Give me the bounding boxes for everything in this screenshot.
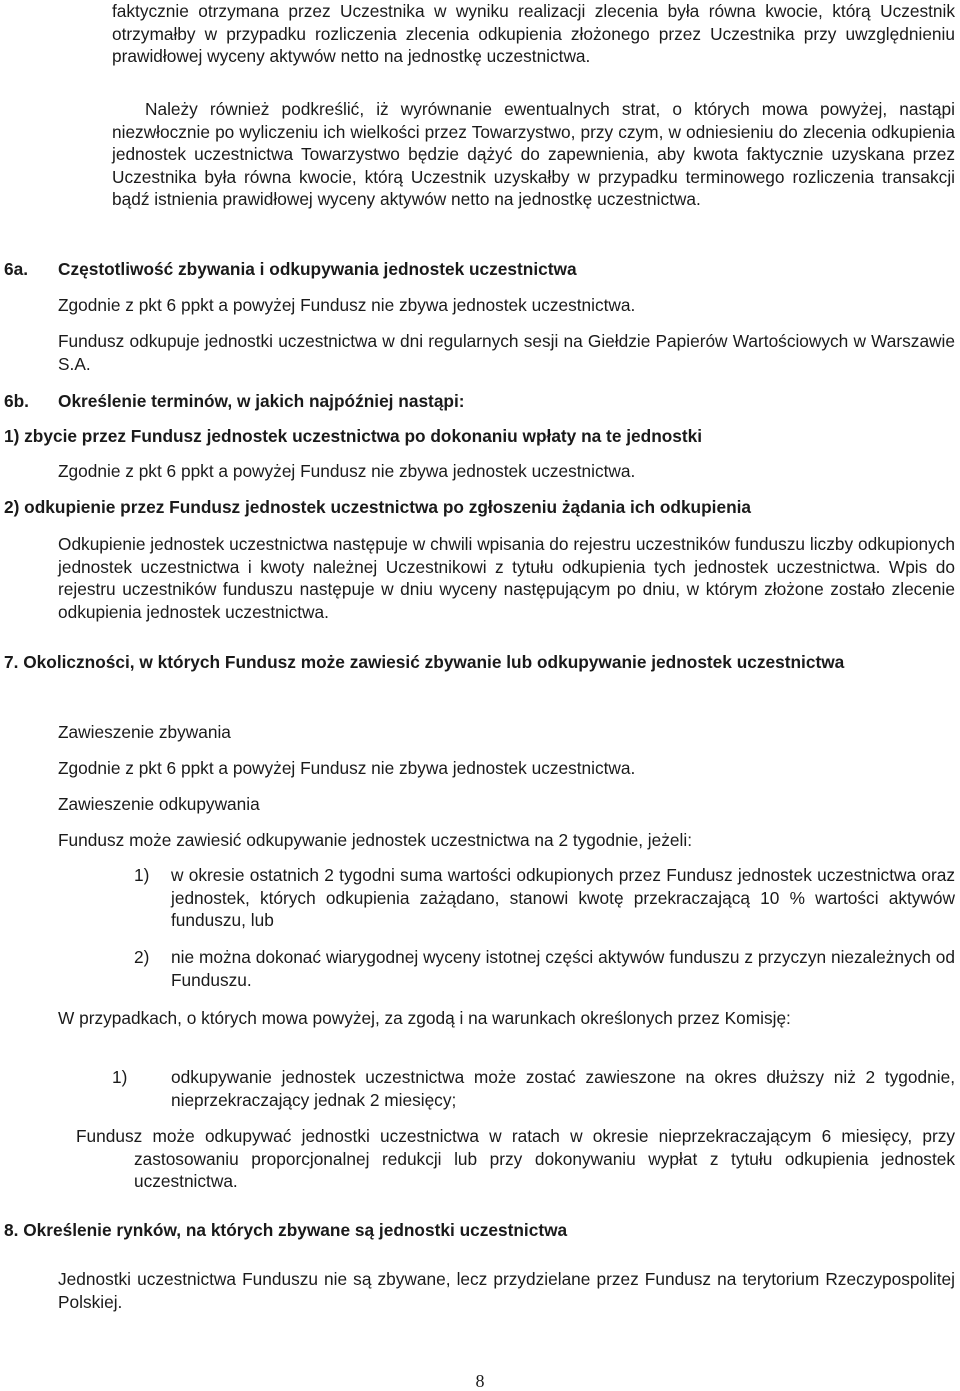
- section-8-text: Jednostki uczestnictwa Funduszu nie są zbywane, lecz przydzielane przez Fundusz na terytorium Rzeczypospolitej Polskiej.: [58, 1269, 955, 1312]
- suspension-sale-label: Zawieszenie zbywania: [58, 722, 231, 742]
- section-6a-text-1: Zgodnie z pkt 6 ppkt a powyżej Fundusz nie zbywa jednostek uczestnictwa.: [58, 295, 636, 315]
- suspension-redemption-intro: Fundusz może zawiesić odkupywanie jednostek uczestnictwa na 2 tygodnie, jeżeli:: [58, 830, 692, 850]
- condition-number: 2): [134, 947, 150, 967]
- section-6a-title: Częstotliwość zbywania i odkupywania jednostek uczestnictwa: [58, 259, 577, 279]
- section-6b-title: Określenie terminów, w jakich najpóźniej nastąpi:: [58, 391, 465, 411]
- commission-item-text: odkupywanie jednostek uczestnictwa może zostać zawieszone na okres dłuższy niż 2 tygodnie, nieprzekraczający jednak 2 miesięcy;: [171, 1067, 955, 1110]
- subsection-2-text: Odkupienie jednostek uczestnictwa następuje w chwili wpisania do rejestru uczestników funduszu liczby odkupionych jednostek uczestnictwa i kwoty należnej Uczestnikowi z tytułu odkupienia tych jednostek uczestnictwa. Wpis do rejestru uczestników funduszu następuje w dniu wyceny następującym po dniu, w którym złożone zostało zlecenie odkupienia jednostek uczestnictwa.: [58, 534, 955, 622]
- commission-item-number: 1): [112, 1067, 128, 1087]
- suspension-redemption-label: Zawieszenie odkupywania: [58, 794, 260, 814]
- condition-item-2: [134, 946, 955, 991]
- condition-text: nie można dokonać wiarygodnej wyceny istotnej części aktywów funduszu z przyczyn niezależnych od Funduszu.: [171, 947, 955, 990]
- installments-paragraph: Fundusz może odkupywać jednostki uczestnictwa w ratach w okresie nieprzekraczającym 6 miesięcy, przy zastosowaniu proporcjonalnej redukcji lub przy dokonywaniu wypłat z tytułu odkupienia jednostek uczestnictwa.: [76, 1126, 955, 1191]
- section-6b-heading: [4, 390, 955, 413]
- section-6a-text-2: Fundusz odkupuje jednostki uczestnictwa w dni regularnych sesji na Giełdzie Papierów Wartościowych w Warszawie S.A.: [58, 331, 955, 374]
- section-8-heading: 8. Określenie rynków, na których zbywane są jednostki uczestnictwa: [4, 1220, 568, 1240]
- section-7-heading: 7. Okoliczności, w których Fundusz może zawiesić zbywanie lub odkupywanie jednostek uczestnictwa: [4, 652, 845, 672]
- condition-text: w okresie ostatnich 2 tygodni suma wartości odkupionych przez Fundusz jednostek uczestnictwa oraz jednostek, których odkupienia zażądano, stanowi kwotę przekraczającą 10 % wartości aktywów funduszu, lub: [171, 865, 955, 930]
- subsection-1-heading: 1) zbycie przez Fundusz jednostek uczestnictwa po dokonaniu wpłaty na te jednostki: [4, 426, 703, 446]
- subsection-1-text: Zgodnie z pkt 6 ppkt a powyżej Fundusz nie zbywa jednostek uczestnictwa.: [58, 461, 636, 481]
- section-6a-number: 6a.: [4, 259, 29, 279]
- subsection-2-heading: 2) odkupienie przez Fundusz jednostek uczestnictwa po zgłoszeniu żądania ich odkupienia: [4, 497, 752, 517]
- section-6b-number: 6b.: [4, 391, 29, 411]
- commission-item-1: [112, 1066, 955, 1111]
- condition-number: 1): [134, 865, 150, 885]
- suspension-sale-text: Zgodnie z pkt 6 ppkt a powyżej Fundusz nie zbywa jednostek uczestnictwa.: [58, 758, 636, 778]
- commission-intro: W przypadkach, o których mowa powyżej, za zgodą i na warunkach określonych przez Komisję:: [58, 1008, 791, 1028]
- losses-paragraph: Należy również podkreślić, iż wyrównanie ewentualnych strat, o których mowa powyżej, nastąpi niezwłocznie po wyliczeniu ich wielkości przez Towarzystwo, przy czym, w odniesieniu do zlecenia odkupienia jednostek uczestnictwa Towarzystwo będzie dążyć do zapewnienia, aby kwota faktycznie uzyskana przez Uczestnika była równa kwocie, którą Uczestnik uzyskałby w przypadku terminowego rozliczenia transakcji bądź istnienia prawidłowej wyceny aktywów netto na jednostkę uczestnictwa.: [112, 99, 955, 209]
- continuation-paragraph: faktycznie otrzymana przez Uczestnika w wyniku realizacji zlecenia była równa kwocie, którą Uczestnik otrzymałby w przypadku rozliczenia zlecenia odkupienia złożonego przez Uczestnika przy uwzględnieniu prawidłowej wyceny aktywów netto na jednostkę uczestnictwa.: [112, 1, 955, 66]
- condition-item-1: [134, 864, 955, 932]
- section-6a-heading: [4, 258, 955, 281]
- page-number: 8: [475, 1371, 485, 1391]
